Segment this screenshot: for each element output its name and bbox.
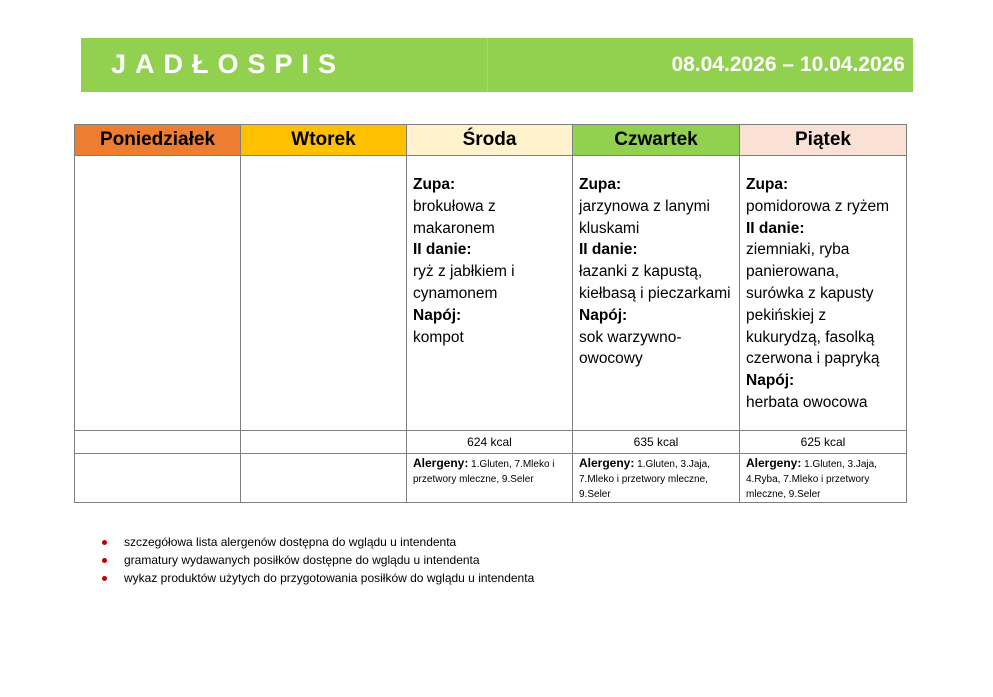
date-range: 08.04.2026 – 10.04.2026 bbox=[671, 53, 905, 76]
day-header-tuesday: Wtorek bbox=[241, 125, 407, 156]
list-item bbox=[100, 551, 534, 569]
list-item bbox=[100, 569, 534, 587]
drink-label: Napój: bbox=[413, 306, 462, 324]
allergen-list: 1.Gluten, 3.Jaja, 7.Mleko i przetwory mleczne, 9.Seler bbox=[579, 459, 710, 500]
day-header-thursday: Czwartek bbox=[573, 125, 740, 156]
meal-row bbox=[75, 156, 907, 431]
allergen-label: Alergeny: bbox=[413, 456, 469, 470]
note-text: gramatury wydawanych posiłków dostępne do wglądu u intendenta bbox=[124, 553, 480, 567]
main-course-label: II danie: bbox=[746, 219, 805, 237]
notes-list bbox=[100, 533, 534, 587]
soup-label: Zupa: bbox=[413, 176, 456, 193]
bullet-icon bbox=[102, 558, 107, 563]
day-header-wednesday: Środa bbox=[407, 125, 573, 156]
soup-label: Zupa: bbox=[746, 176, 789, 193]
header-banner bbox=[81, 38, 913, 92]
allergen-cell-thursday bbox=[573, 454, 740, 503]
note-text: wykaz produktów użytych do przygotowania posiłków do wglądu u intendenta bbox=[124, 571, 535, 585]
soup-text: brokułowa z makaronem bbox=[413, 197, 496, 237]
main-course-label: II danie: bbox=[579, 241, 638, 259]
kcal-cell-thursday: 635 kcal bbox=[573, 431, 740, 454]
meal-cell-wednesday bbox=[407, 156, 573, 431]
soup-label: Zupa: bbox=[579, 176, 622, 193]
allergen-row bbox=[75, 454, 907, 503]
allergen-list: 1.Gluten, 7.Mleko i przetwory mleczne, 9.Seler bbox=[413, 459, 555, 485]
meal-cell-monday bbox=[75, 156, 241, 431]
meal-cell-friday bbox=[740, 156, 907, 431]
main-course-text: ryż z jabłkiem i cynamonem bbox=[413, 263, 515, 302]
allergen-cell-wednesday bbox=[407, 454, 573, 503]
allergen-cell-friday bbox=[740, 454, 907, 503]
drink-label: Napój: bbox=[579, 306, 628, 324]
main-course-text: łazanki z kapustą, kiełbasą i pieczarkami bbox=[579, 263, 731, 302]
allergen-list: 1.Gluten, 3.Jaja, 4.Ryba, 7.Mleko i przetwory mleczne, 9.Seler bbox=[746, 459, 877, 500]
drink-text: sok warzywno-owocowy bbox=[579, 328, 682, 368]
day-header-friday: Piątek bbox=[740, 125, 907, 156]
note-text: szczegółowa lista alergenów dostępna do wglądu u intendenta bbox=[124, 535, 457, 549]
day-header-row bbox=[75, 125, 907, 156]
kcal-cell-wednesday: 624 kcal bbox=[407, 431, 573, 454]
menu-table bbox=[74, 124, 907, 503]
kcal-cell-tuesday bbox=[241, 431, 407, 454]
banner-divider bbox=[487, 38, 488, 92]
allergen-label: Alergeny: bbox=[579, 456, 635, 470]
main-course-text: ziemniaki, ryba panierowana, surówka z kapusty pekińskiej z kukurydzą, fasolką czerwona i papryką bbox=[746, 241, 880, 368]
page-title: JADŁOSPIS bbox=[111, 49, 346, 79]
drink-text: herbata owocowa bbox=[746, 393, 868, 411]
allergen-cell-tuesday bbox=[241, 454, 407, 503]
main-course-label: II danie: bbox=[413, 241, 472, 259]
kcal-row bbox=[75, 431, 907, 454]
soup-text: jarzynowa z lanymi kluskami bbox=[579, 197, 710, 237]
bullet-icon bbox=[102, 576, 107, 581]
meal-cell-tuesday bbox=[241, 156, 407, 431]
allergen-cell-monday bbox=[75, 454, 241, 503]
kcal-cell-friday: 625 kcal bbox=[740, 431, 907, 454]
kcal-cell-monday bbox=[75, 431, 241, 454]
drink-label: Napój: bbox=[746, 372, 795, 390]
soup-text: pomidorowa z ryżem bbox=[746, 197, 889, 215]
drink-text: kompot bbox=[413, 328, 464, 346]
day-header-monday: Poniedziałek bbox=[75, 125, 241, 156]
bullet-icon bbox=[102, 540, 107, 545]
list-item bbox=[100, 533, 534, 551]
allergen-label: Alergeny: bbox=[746, 456, 802, 470]
meal-cell-thursday bbox=[573, 156, 740, 431]
